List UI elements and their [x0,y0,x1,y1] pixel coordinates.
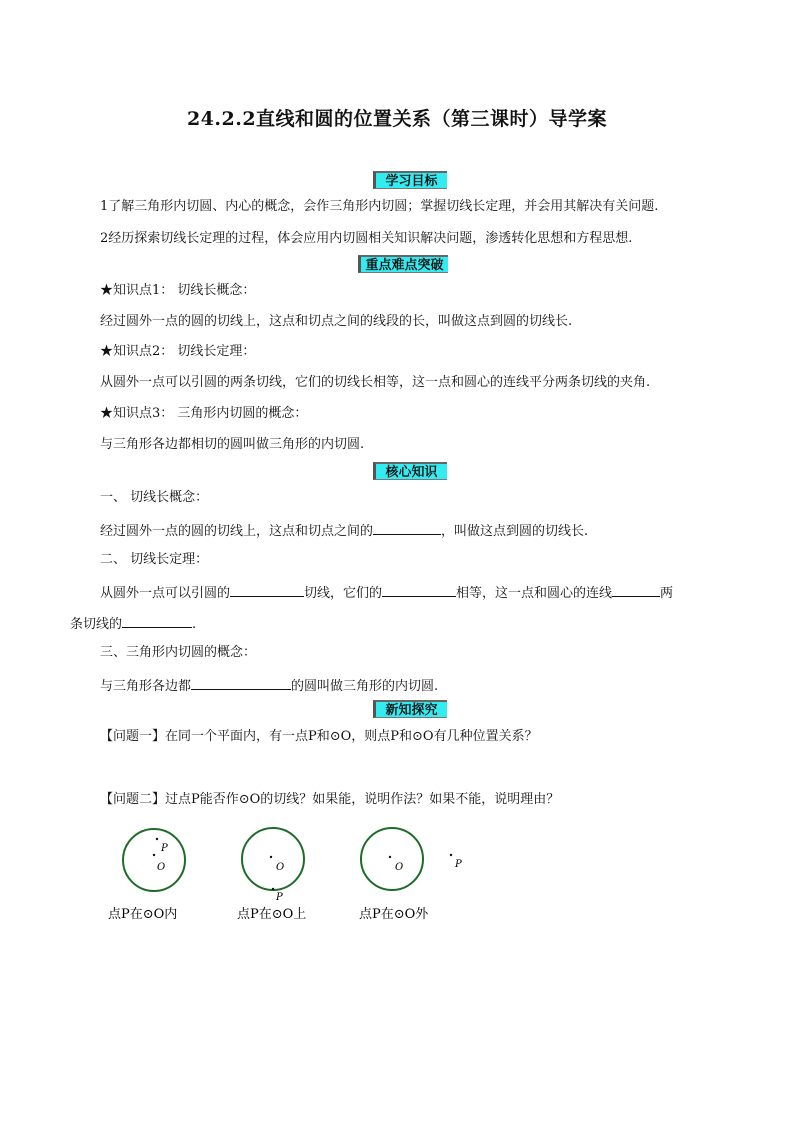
point-dot [272,888,274,890]
core-line-2-b: 切线，它们的 [304,586,383,601]
key-point-2-body: 从圆外一点可以引圆的两条切线，它们的切线长相等，这一点和圆心的连线平分两条切线的夹角. [100,375,651,390]
point-dot [156,838,158,840]
center-dot [389,856,391,858]
key-point-1-head: ★知识点1： 切线长概念： [100,283,256,298]
core-line-3-a: 与三角形各边都 [100,679,192,694]
center-dot [270,856,272,858]
core-line-1-b: ，叫做这点到圆的切线长. [441,524,589,539]
caption-inside: 点P在⊙O内 [108,907,178,922]
fill-blank-5[interactable] [122,614,192,628]
point-dot [450,854,452,856]
center-label: O [276,862,285,873]
point-label: P [161,843,168,854]
core-line-2-d: 两 [660,586,674,601]
fill-blank-1[interactable] [373,521,441,535]
key-point-2-head: ★知识点2： 切线长定理： [100,344,256,359]
fill-blank-4[interactable] [612,583,660,597]
question-1: 【问题一】在同一个平面内，有一点P和⊙O，则点P和⊙O有几种位置关系？ [100,729,538,744]
key-point-1-body: 经过圆外一点的圆的切线上，这点和切点之间的线段的长，叫做这点到圆的切线长. [100,314,573,329]
core-line-2-e: 条切线的 [70,617,123,632]
core-line-2-cont [70,614,196,633]
core-line-2-f: . [192,617,197,632]
core-heading-1: 一、 切线长概念： [100,490,209,505]
section-header-goals: 学习目标 [373,171,447,189]
fill-blank-6[interactable] [191,676,291,690]
question-2: 【问题二】过点P能否作⊙O的切线？如果能，说明作法？如果不能，说明理由？ [100,792,560,807]
page-title: 24.2.2直线和圆的位置关系（第三课时）导学案 [186,108,608,130]
circle-o-outside [361,828,423,890]
fill-blank-2[interactable] [230,583,304,597]
figure-point-inside [123,829,185,891]
key-point-3-body: 与三角形各边都相切的圆叫做三角形的内切圆. [100,437,365,452]
core-heading-3: 三、三角形内切圆的概念： [100,645,257,660]
caption-outside: 点P在⊙O外 [359,907,429,922]
core-heading-2: 二、 切线长定理： [100,552,209,567]
core-line-1-a: 经过圆外一点的圆的切线上，这点和切点之间的 [100,524,374,539]
center-dot [153,854,155,856]
circle-o-on [242,828,304,890]
section-header-core: 核心知识 [373,462,447,480]
core-line-3 [100,676,438,695]
caption-on: 点P在⊙O上 [237,907,307,922]
core-line-1 [100,521,588,540]
figure-point-outside [361,828,462,890]
goal-2: 2经历探索切线长定理的过程，体会应用内切圆相关知识解决问题，渗透转化思想和方程思想. [100,231,633,246]
center-label: O [395,862,404,873]
fill-blank-3[interactable] [382,583,456,597]
core-line-3-b: 的圆叫做三角形的内切圆. [291,679,439,694]
core-line-2 [100,583,673,602]
core-line-2-c: 相等，这一点和圆心的连线 [456,586,613,601]
core-line-2-a: 从圆外一点可以引圆的 [100,586,231,601]
center-label: O [157,862,166,873]
goal-1: 1了解三角形内切圆、内心的概念，会作三角形内切圆；掌握切线长定理，并会用其解决有关问题. [100,199,659,214]
figure-point-on [242,828,304,903]
section-header-key-points: 重点难点突破 [358,255,448,273]
circle-o-inside [123,829,185,891]
key-point-3-head: ★知识点3： 三角形内切圆的概念： [100,406,308,421]
point-circle-figures [0,815,794,930]
section-header-explore: 新知探究 [373,700,447,718]
point-label: P [276,892,283,903]
point-label: P [455,859,462,870]
